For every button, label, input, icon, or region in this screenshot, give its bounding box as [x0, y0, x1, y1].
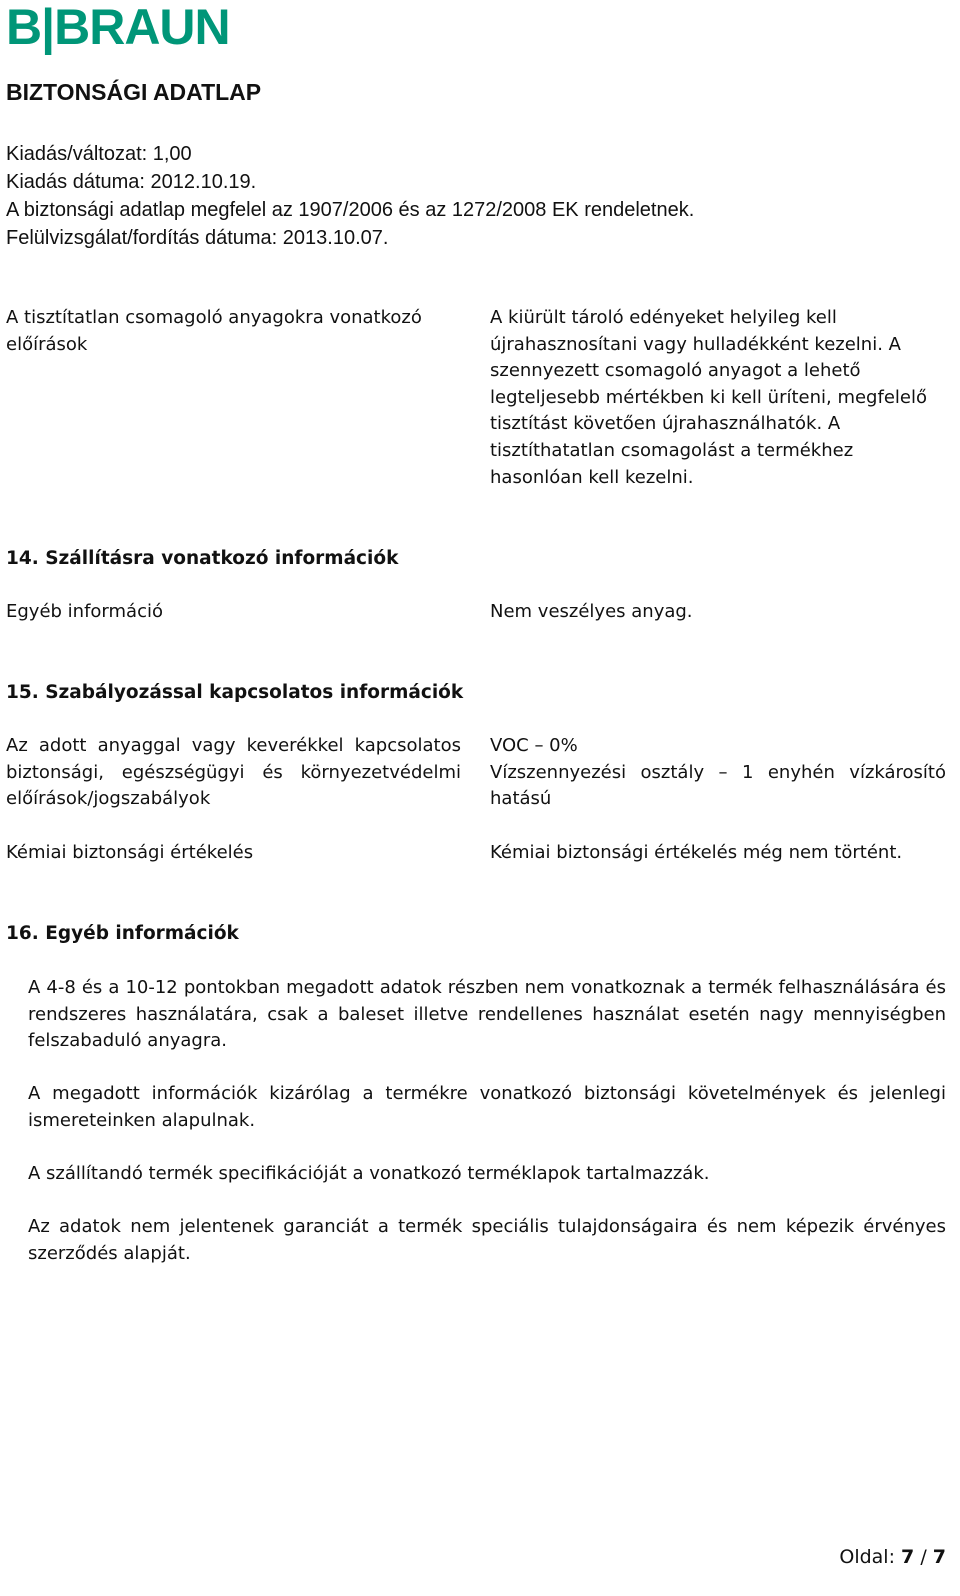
regulation-value — [490, 733, 946, 813]
packaging-label: A tisztítatlan csomagoló anyagokra vonatkozó előírások — [6, 307, 422, 355]
page-separator: / — [920, 1546, 927, 1568]
regulation-row — [6, 733, 946, 818]
packaging-row — [6, 305, 946, 490]
document-title: BIZTONSÁGI ADATLAP — [6, 79, 262, 105]
voc-value: VOC – 0% — [490, 735, 578, 756]
chemical-safety-value: Kémiai biztonsági értékelés még nem történt. — [490, 842, 903, 863]
section-15-heading: 15. Szabályozással kapcsolatos információk — [6, 682, 464, 703]
logo-text: B|BRAUN — [6, 0, 230, 55]
meta-version: Kiadás/változat: 1,00 — [6, 143, 192, 165]
current-page: 7 — [901, 1546, 915, 1568]
info-paragraph-2: A megadott információk kizárólag a termékre vonatkozó biztonsági követelmények és jelenlegi ismereteinken alapulnak. — [28, 1083, 946, 1131]
info-paragraph-3: A szállítandó termék specifikációját a vonatkozó terméklapok tartalmazzák. — [28, 1163, 710, 1184]
transport-row — [6, 599, 946, 629]
meta-issue-date: Kiadás dátuma: 2012.10.19. — [6, 171, 257, 193]
transport-value: Nem veszélyes anyag. — [490, 601, 693, 622]
info-paragraph-4: Az adatok nem jelentenek garanciát a termék speciális tulajdonságaira és nem képezik érvényes szerződés alapját. — [28, 1216, 946, 1264]
chemical-safety-row — [6, 840, 946, 870]
total-pages: 7 — [932, 1546, 946, 1568]
page-number — [839, 1544, 946, 1570]
chemical-safety-label: Kémiai biztonsági értékelés — [6, 842, 254, 863]
section-14-heading: 14. Szállításra vonatkozó információk — [6, 548, 399, 569]
regulation-label: Az adott anyaggal vagy keverékkel kapcsolatos biztonsági, egészségügyi és környezetvédelmi előírások/jogszabályok — [6, 735, 461, 810]
transport-label: Egyéb információ — [6, 601, 163, 622]
packaging-value: A kiürült tároló edényeket helyileg kell újrahasznosítani vagy hulladékként kezelni. A szennyezett csomagoló anyagot a lehető legteljesebb mértékben ki kell üríteni, megfelelő tisztítást követően újrahasználhatók. A tisztíthatatlan csomagolást a termékhez hasonlóan kell kezelni. — [490, 307, 927, 488]
meta-review-date: Felülvizsgálat/fordítás dátuma: 2013.10.07. — [6, 227, 389, 249]
document-meta — [6, 140, 694, 252]
section-16-heading: 16. Egyéb információk — [6, 923, 239, 944]
meta-regulation: A biztonsági adatlap megfelel az 1907/2006 és az 1272/2008 EK rendeletnek. — [6, 199, 695, 221]
water-class-value: Vízszennyezési osztály – 1 enyhén vízkárosító hatású — [490, 761, 946, 810]
info-paragraph-1: A 4-8 és a 10-12 pontokban megadott adatok részben nem vonatkoznak a termék felhasználására és rendszeres használatára, csak a baleset illetve rendellenes használat esetén nagy mennyiségben felszabaduló anyagra. — [28, 977, 946, 1052]
page-label: Oldal: — [839, 1546, 895, 1568]
braun-logo — [6, 0, 230, 55]
